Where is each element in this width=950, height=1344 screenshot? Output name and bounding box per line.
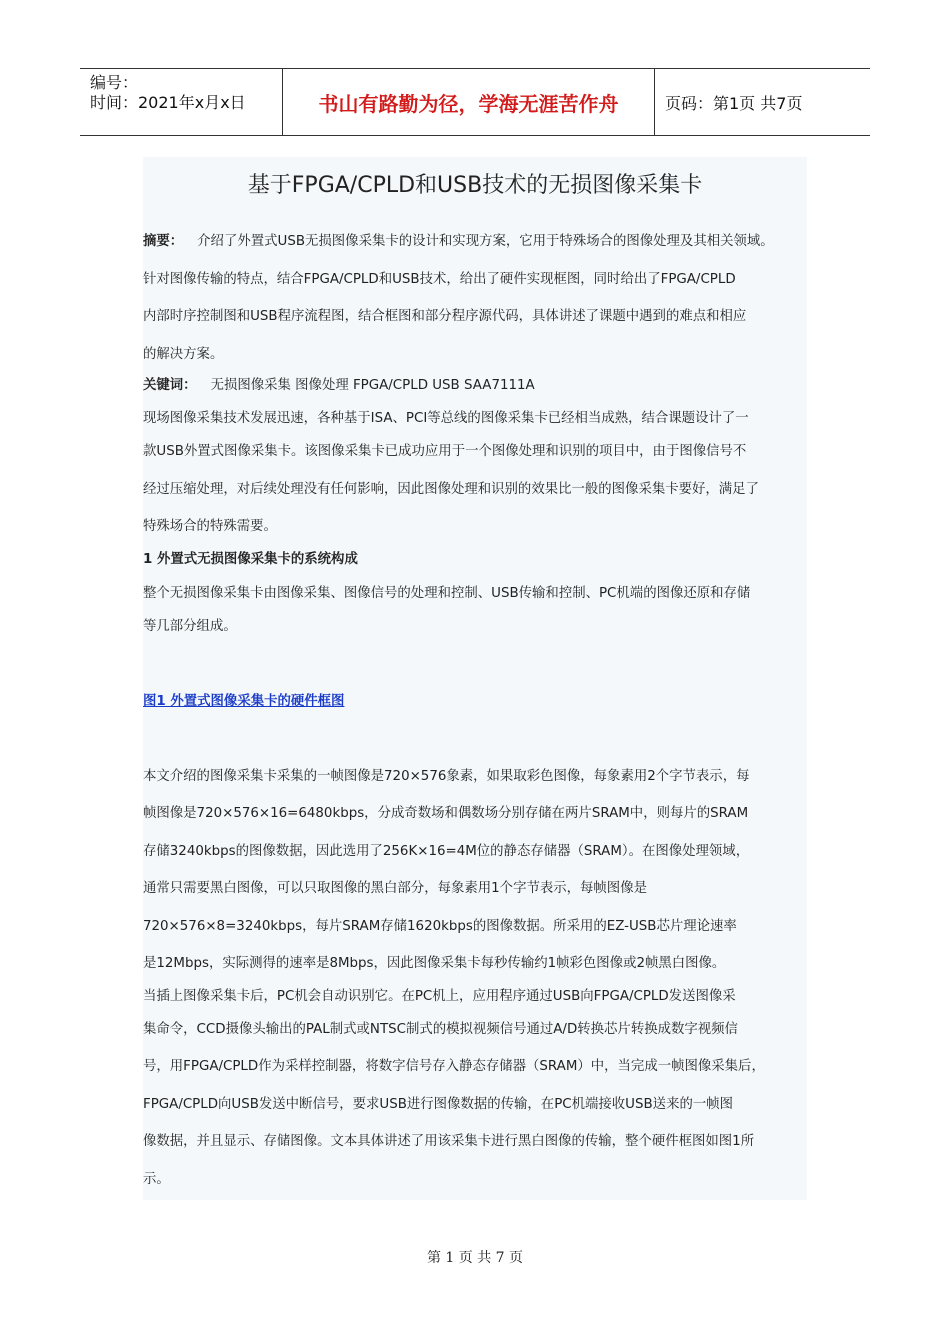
header-motto: 书山有路勤为径，学海无涯苦作舟: [282, 69, 655, 135]
paragraph-line: 集命令，CCD摄像头输出的PAL制式或NTSC制式的模拟视频信号通过A/D转换芯片转换成数字视频信: [143, 1021, 738, 1037]
header-page-info: 页码：第1页 共7页: [665, 93, 803, 113]
abstract-line: 的解决方案。: [143, 346, 224, 362]
abstract-line: [143, 223, 807, 261]
section-line: 整个无损图像采集卡由图像采集、图像信号的处理和控制、USB传输和控制、PC机端的图像还原和存储: [143, 585, 751, 601]
paragraph-line: 当插上图像采集卡后，PC机会自动识别它。在PC机上，应用程序通过USB向FPGA/CPLD发送图像采: [143, 988, 736, 1004]
intro-line: 现场图像采集技术发展迅速，各种基于ISA、PCI等总线的图像采集卡已经相当成熟，结合课题设计了一: [143, 411, 749, 426]
figure-caption-link[interactable]: 图1 外置式图像采集卡的硬件框图: [143, 693, 345, 709]
keywords-label: 关键词：: [143, 378, 197, 393]
header-meta: [80, 69, 282, 135]
header-date: 时间：2021年x月x日: [90, 93, 246, 112]
section-heading: 1 外置式无损图像采集卡的系统构成: [143, 551, 358, 567]
paragraph-line: 号，用FPGA/CPLD作为采样控制器，将数字信号存入静态存储器（SRAM）中，当完成一帧图像采集后，: [143, 1059, 765, 1074]
article-title: 基于FPGA/CPLD和USB技术的无损图像采集卡: [247, 173, 703, 198]
header-number-label: 编号：: [90, 73, 139, 92]
paragraph-line: 是12Mbps，实际测得的速率是8Mbps，因此图像采集卡每秒传输约1帧彩色图像或2帧黑白图像。: [143, 956, 726, 971]
paragraph-line: 通常只需要黑白图像，可以只取图像的黑白部分，每象素用1个字节表示，每帧图像是: [143, 881, 647, 896]
article-body: [143, 157, 807, 1200]
abstract-line: 内部时序控制图和USB程序流程图，结合框图和部分程序源代码，具体讲述了课题中遇到的难点和相应: [143, 309, 747, 324]
page-header: [80, 68, 870, 136]
keywords-text: 无损图像采集 图像处理 FPGA/CPLD USB SAA7111A: [210, 378, 535, 393]
abstract-text: 介绍了外置式USB无损图像采集卡的设计和实现方案，它用于特殊场合的图像处理及其相关领域。: [197, 234, 774, 249]
abstract-line: 针对图像传输的特点，结合FPGA/CPLD和USB技术，给出了硬件实现框图，同时给出了FPGA/CPLD: [143, 271, 736, 287]
intro-line: 款USB外置式图像采集卡。该图像采集卡已成功应用于一个图像处理和识别的项目中，由于图像信号不: [143, 444, 747, 459]
abstract-label: 摘要：: [143, 234, 184, 249]
intro-line: 特殊场合的特殊需要。: [143, 519, 277, 534]
section-line: 等几部分组成。: [143, 618, 237, 634]
paragraph-line: 示。: [143, 1171, 170, 1187]
paragraph-line: 帧图像是720×576×16=6480kbps，分成奇数场和偶数场分别存储在两片SRAM中，则每片的SRAM: [143, 806, 749, 821]
paragraph-line: FPGA/CPLD向USB发送中断信号，要求USB进行图像数据的传输，在PC机端接收USB送来的一帧图: [143, 1096, 734, 1112]
paragraph-line: 本文介绍的图像采集卡采集的一帧图像是720×576象素，如果取彩色图像，每象素用2个字节表示，每: [143, 768, 750, 784]
keywords-line: [143, 373, 807, 399]
paragraph-line: 像数据，并且显示、存储图像。文本具体讲述了用该采集卡进行黑白图像的传输，整个硬件框图如图1所: [143, 1134, 755, 1149]
paragraph-line: 720×576×8=3240kbps，每片SRAM存储1620kbps的图像数据。所采用的EZ-USB芯片理论速率: [143, 918, 737, 934]
page-footer: 第 1 页 共 7 页: [426, 1250, 524, 1266]
intro-line: 经过压缩处理，对后续处理没有任何影响，因此图像处理和识别的效果比一般的图像采集卡要好，满足了: [143, 481, 759, 497]
article-text: [143, 223, 807, 1198]
figure-caption-line: [143, 683, 807, 721]
paragraph-line: 存储3240kbps的图像数据，因此选用了256K×16=4M位的静态存储器（SRAM）。在图像处理领域，: [143, 843, 750, 859]
